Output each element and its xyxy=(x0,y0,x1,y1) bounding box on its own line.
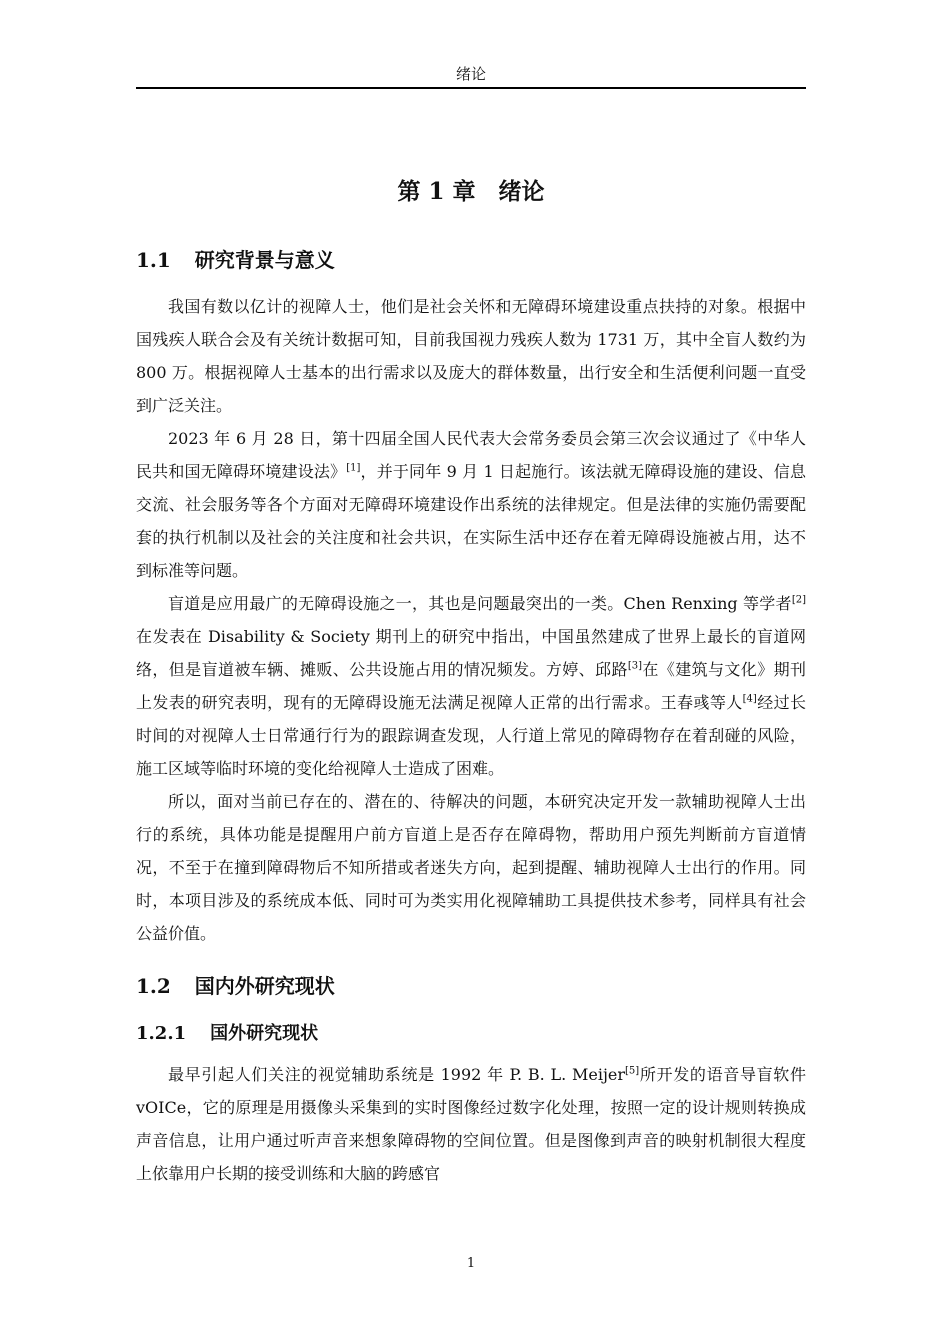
paragraph-1-1-1: 我国有数以亿计的视障人士，他们是社会关怀和无障碍环境建设重点扶持的对象。根据中国残疾人联合会及有关统计数据可知，目前我国视力残疾人数为 1731 万，其中全盲人数约为 800 万。根据视障人士基本的出行需求以及庞大的群体数量，出行安全和生活便利问题一直受到广泛关注。 xyxy=(136,297,806,415)
subsection-number: 1.2.1 xyxy=(136,1023,187,1044)
citation-ref: [2] xyxy=(791,594,806,606)
section-title: 研究背景与意义 xyxy=(194,248,335,272)
text-run: 所开发的语音导盲软件 vOICe，它的原理是用摄像头采集到的实时图像经过数字化处理，按照一定的设计规则转换成声音信息，让用户通过听声音来想象障碍物的空间位置。但是图像到声音的映射机制很大程度上依靠用户长期的接受训练和大脑的跨感官 xyxy=(136,1065,806,1183)
chapter-title: 第 1 章 绪论 xyxy=(397,178,545,205)
section-title: 国内外研究现状 xyxy=(194,974,335,998)
citation-ref: [5] xyxy=(625,1065,640,1077)
page-number: 1 xyxy=(466,1256,476,1271)
paragraph-1-1-2 xyxy=(136,422,806,587)
citation-ref: [3] xyxy=(627,660,643,672)
paragraph-1-1-3 xyxy=(136,587,806,785)
paragraph-1-1-4: 所以，面对当前已存在的、潜在的、待解决的问题，本研究决定开发一款辅助视障人士出行的系统，具体功能是提醒用户前方盲道上是否存在障碍物，帮助用户预先判断前方盲道情况，不至于在撞到障碍物后不知所措或者迷失方向，起到提醒、辅助视障人士出行的作用。同时，本项目涉及的系统成本低、同时可为类实用化视障辅助工具提供技术参考，同样具有社会公益价值。 xyxy=(136,792,806,943)
text-run: 2023 年 6 月 28 日，第十四届全国人民代表大会常务委员会第三次会议通过了《中华人民共和国无障碍环境建设法》 xyxy=(136,429,806,481)
text-run: 最早引起人们关注的视觉辅助系统是 1992 年 P. B. L. Meijer xyxy=(168,1065,626,1084)
section-number: 1.1 xyxy=(136,248,171,272)
text-run: 在《建筑与文化》期刊上发表的研究表明，现有的无障碍设施无法满足视障人正常的出行需求。王春彧等人 xyxy=(136,660,806,712)
running-header: 绪论 xyxy=(455,65,486,83)
text-run: 经过长时间的对视障人士日常通行行为的跟踪调查发现，人行道上常见的障碍物存在着刮碰的风险，施工区域等临时环境的变化给视障人士造成了困难。 xyxy=(136,693,806,778)
section-number: 1.2 xyxy=(136,974,171,998)
section-heading-1-2 xyxy=(136,966,806,1006)
citation-ref: [1] xyxy=(346,462,361,474)
page-body xyxy=(136,160,806,1190)
text-run: 在发表在 Disability & Society 期刊上的研究中指出，中国虽然建成了世界上最长的盲道网络，但是盲道被车辆、摊贩、公共设施占用的情况频发。方婷、邱路 xyxy=(136,627,806,679)
text-run: 盲道是应用最广的无障碍设施之一，其也是问题最突出的一类。Chen Renxing 等学者 xyxy=(168,594,792,613)
subsection-heading-1-2-1 xyxy=(136,1016,806,1052)
header-rule xyxy=(136,87,806,89)
section-heading-1-1 xyxy=(136,240,806,280)
subsection-title: 国外研究现状 xyxy=(210,1023,319,1044)
text-run: ，并于同年 9 月 1 日起施行。该法就无障碍设施的建设、信息交流、社会服务等各个方面对无障碍环境建设作出系统的法律规定。但是法律的实施仍需要配套的执行机制以及社会的关注度和社会共识，在实际生活中还存在着无障碍设施被占用，达不到标准等问题。 xyxy=(136,462,806,580)
citation-ref: [4] xyxy=(742,693,757,705)
paragraph-1-2-1-1 xyxy=(136,1058,806,1190)
